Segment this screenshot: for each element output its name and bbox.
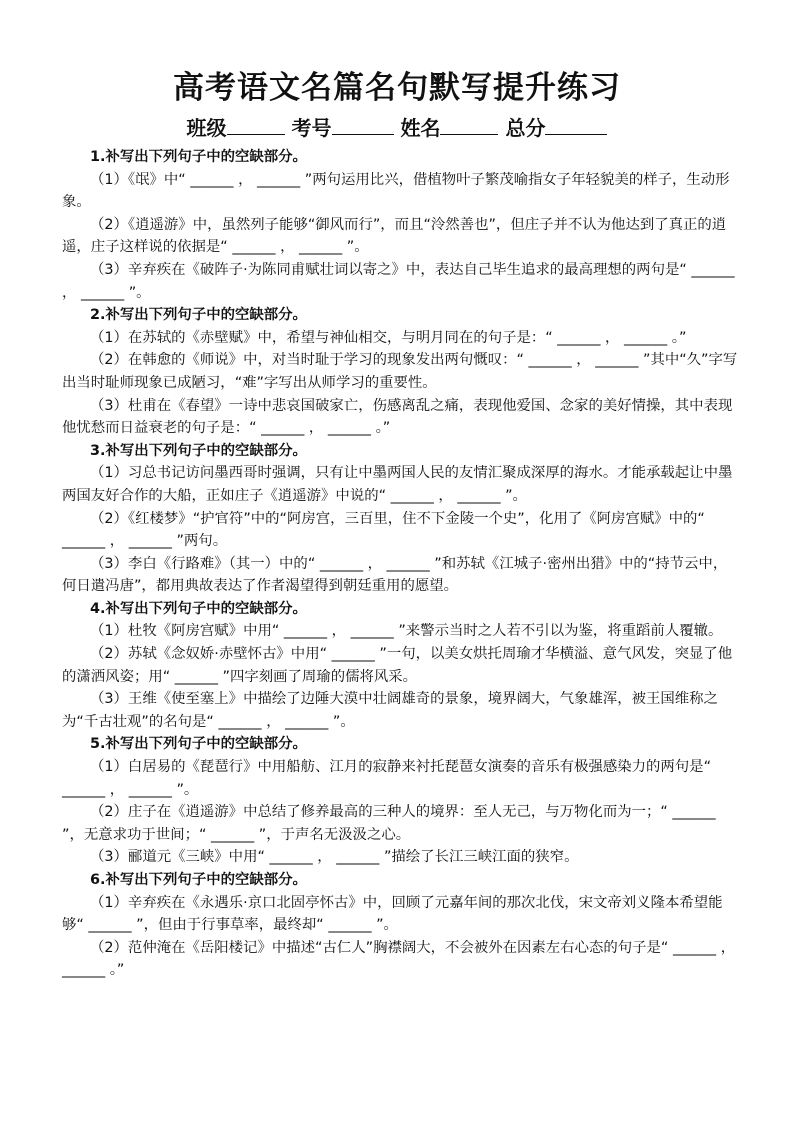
question-item: （1）在苏轼的《赤壁赋》中，希望与神仙相交，与明月同在的句子是：“ ______ ， ______ 。”	[90, 329, 687, 346]
section-heading: 2.补写出下列句子中的空缺部分。	[90, 307, 307, 324]
score-blank	[545, 114, 607, 135]
section-heading: 5.补写出下列句子中的空缺部分。	[90, 736, 307, 753]
question-item: （2）范仲淹在《岳阳楼记》中描述“古仁人”胸襟阔大，不会被外在因素左右心态的句子是“ ______ ， ______ 。”	[62, 939, 736, 979]
question-item: （2）《红楼梦》“护官符”中的“阿房宫，三百里，住不下金陵一个史”，化用了《阿房宫赋》中的“ ______ ， ______ ”两句。	[62, 510, 705, 550]
question-item: （3）王维《使至塞上》中描绘了边陲大漠中壮阔雄奇的景象，境界阔大，气象雄浑，被王国维称之为“千古壮观”的名句是“ ______ ， ______ ”。	[62, 691, 718, 730]
name-blank	[440, 114, 498, 135]
question-item: （2）苏轼《念奴娇·赤壁怀古》中用“ ______ ”一句，以美女烘托周瑜才华横溢、意气风发，突显了他的潇洒风姿；用“ ______ ”四字刻画了周瑜的儒将风采。	[62, 646, 733, 685]
student-info-line	[0, 112, 794, 141]
page-title: 高考语文名篇名句默写提升练习	[173, 70, 621, 106]
section-3	[62, 440, 738, 598]
exam-no-blank	[332, 114, 394, 135]
section-6	[62, 869, 738, 982]
class-blank	[227, 114, 285, 135]
question-item: （1）杜牧《阿房宫赋》中用“ ______ ， ______ ”来警示当时之人若不引以为鉴，将重蹈前人覆辙。	[90, 623, 723, 640]
class-label: 班级	[186, 116, 227, 140]
question-item: （2）《逍遥游》中，虽然列子能够“御风而行”，而且“泠然善也”，但庄子并不认为他达到了真正的逍遥，庄子这样说的依据是“ ______ ， ______ ”。	[62, 216, 727, 256]
question-item: （1）《氓》中“ ______ ， ______ ”两句运用比兴，借植物叶子繁茂喻指女子年轻貌美的样子，生动形象。	[62, 171, 730, 211]
question-item: （1）辛弃疾在《永遇乐·京口北固亭怀古》中，回顾了元嘉年间的那次北伐，宋文帝刘义隆本希望能够“ ______ ”，但由于行事草率，最终却“ ______ ”。	[62, 894, 723, 934]
exam-no-label: 考号	[291, 116, 332, 140]
section-1	[62, 146, 738, 304]
question-item: （2）在韩愈的《师说》中，对当时耻于学习的现象发出两句慨叹：“ ______ ， ______ ”其中“久”字写出当时耻师现象已成陋习，“难”字写出从师学习的重要性。	[62, 352, 738, 391]
question-item: （3）杜甫在《春望》一诗中悲哀国破家亡，伤感离乱之痛，表现他爱国、念家的美好情操，其中表现他忧愁而日益衰老的句子是：“ ______ ， ______ 。”	[62, 397, 733, 437]
section-4	[62, 598, 738, 734]
question-item: （2）庄子在《逍遥游》中总结了修养最高的三种人的境界：至人无己，与万物化而为一；“ ______ ”，无意求功于世间；“ ______ ”，于声名无汲汲之心。	[62, 804, 716, 843]
section-heading: 6.补写出下列句子中的空缺部分。	[90, 872, 307, 888]
score-label: 总分	[505, 116, 546, 140]
section-heading: 1.补写出下列句子中的空缺部分。	[90, 149, 307, 165]
question-item: （3）辛弃疾在《破阵子·为陈同甫赋壮词以寄之》中，表达自己毕生追求的最高理想的两句是“ ______ ， ______ ”。	[62, 261, 735, 301]
section-heading: 4.补写出下列句子中的空缺部分。	[90, 600, 307, 617]
question-item: （3）李白《行路难》（其一）中的“ ______ ， ______ ”和苏轼《江城子·密州出猎》中的“持节云中，何日遣冯唐”，都用典故表达了作者渴望得到朝廷重用的愿望。	[62, 555, 728, 595]
section-2	[62, 304, 738, 440]
question-item: （1）白居易的《琵琶行》中用船舫、江月的寂静来衬托琵琶女演奏的音乐有极强感染力的两句是“ ______ ， ______ ”。	[62, 759, 712, 798]
section-5	[62, 733, 738, 869]
question-item: （3）郦道元《三峡》中用“ ______ ， ______ ”描绘了长江三峡江面的狭窄。	[90, 849, 579, 866]
exercise-content	[62, 146, 738, 982]
name-label: 姓名	[400, 116, 441, 140]
section-heading: 3.补写出下列句子中的空缺部分。	[90, 442, 307, 459]
question-item: （1）习总书记访问墨西哥时强调，只有让中墨两国人民的友情汇聚成深厚的海水。才能承载起让中墨两国友好合作的大船，正如庄子《逍遥游》中说的“ ______ ， ______ ”。	[62, 465, 733, 504]
